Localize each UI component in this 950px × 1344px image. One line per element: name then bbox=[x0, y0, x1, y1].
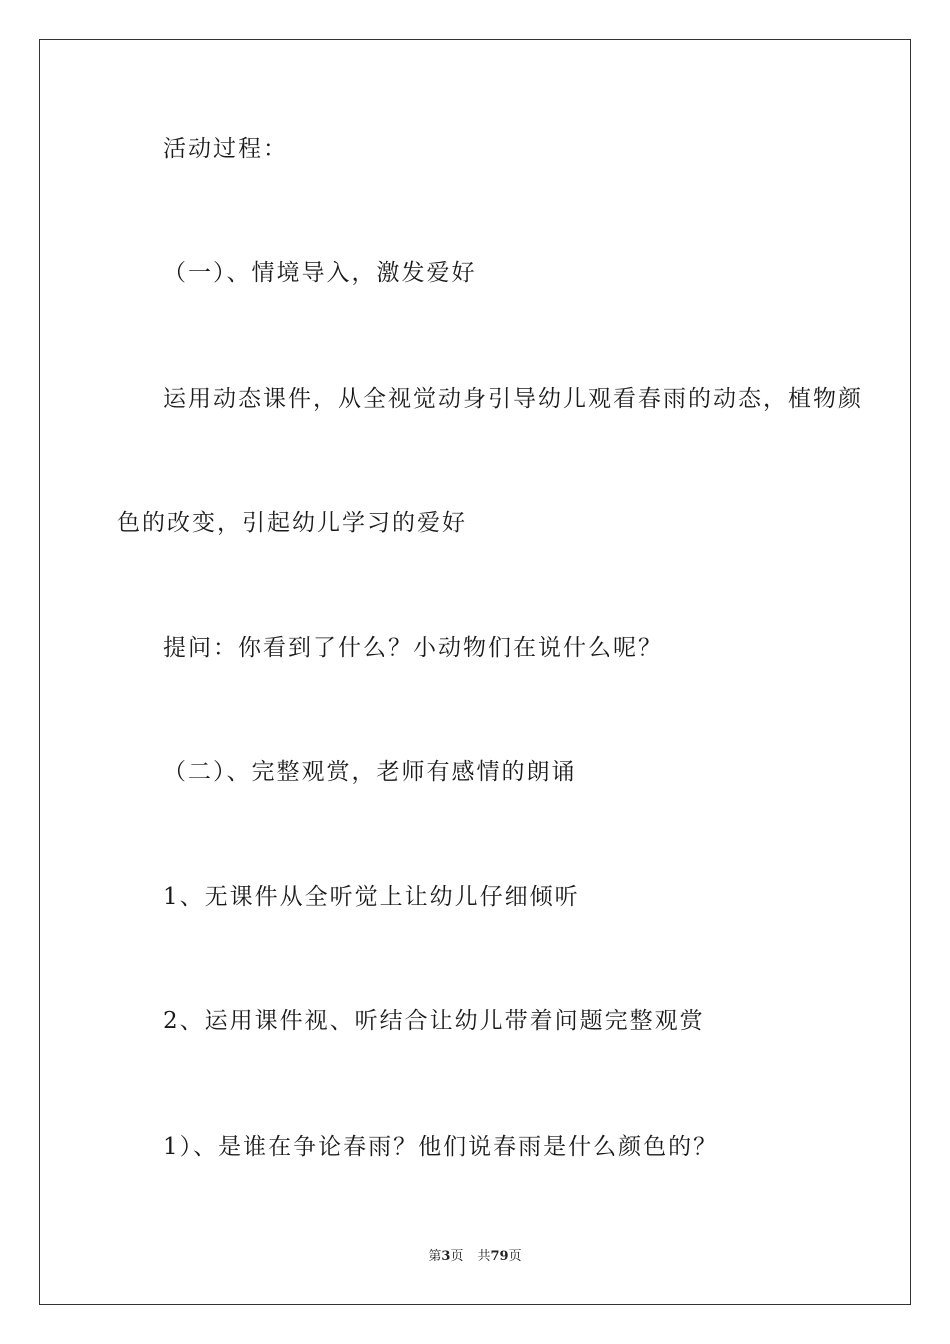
total-suffix: 页 bbox=[508, 1249, 522, 1264]
paragraph-line: 1、无课件从全听觉上让幼儿仔细倾听 bbox=[163, 884, 580, 910]
page-number: 3 bbox=[441, 1249, 451, 1264]
paragraph-line: 色的改变，引起幼儿学习的爱好 bbox=[117, 510, 467, 536]
page-border bbox=[39, 39, 911, 1305]
paragraph-line: 2、运用课件视、听结合让幼儿带着问题完整观赏 bbox=[163, 1008, 705, 1034]
page-suffix: 页 bbox=[450, 1249, 464, 1264]
paragraph-line: 运用动态课件，从全视觉动身引导幼儿观看春雨的动态，植物颜 bbox=[163, 386, 863, 412]
page-prefix: 第 bbox=[428, 1249, 442, 1264]
paragraph-line: 提问：你看到了什么？小动物们在说什么呢？ bbox=[163, 635, 663, 661]
section-heading: （一）、情境导入，激发爱好 bbox=[163, 260, 477, 286]
total-pages: 79 bbox=[490, 1249, 509, 1264]
section-heading: （二）、完整观赏，老师有感情的朗诵 bbox=[163, 759, 577, 785]
page-footer bbox=[0, 1245, 950, 1264]
paragraph-line: 活动过程： bbox=[163, 136, 288, 162]
total-prefix: 共 bbox=[477, 1249, 491, 1264]
paragraph-line: 1）、是谁在争论春雨？他们说春雨是什么颜色的？ bbox=[163, 1134, 719, 1160]
